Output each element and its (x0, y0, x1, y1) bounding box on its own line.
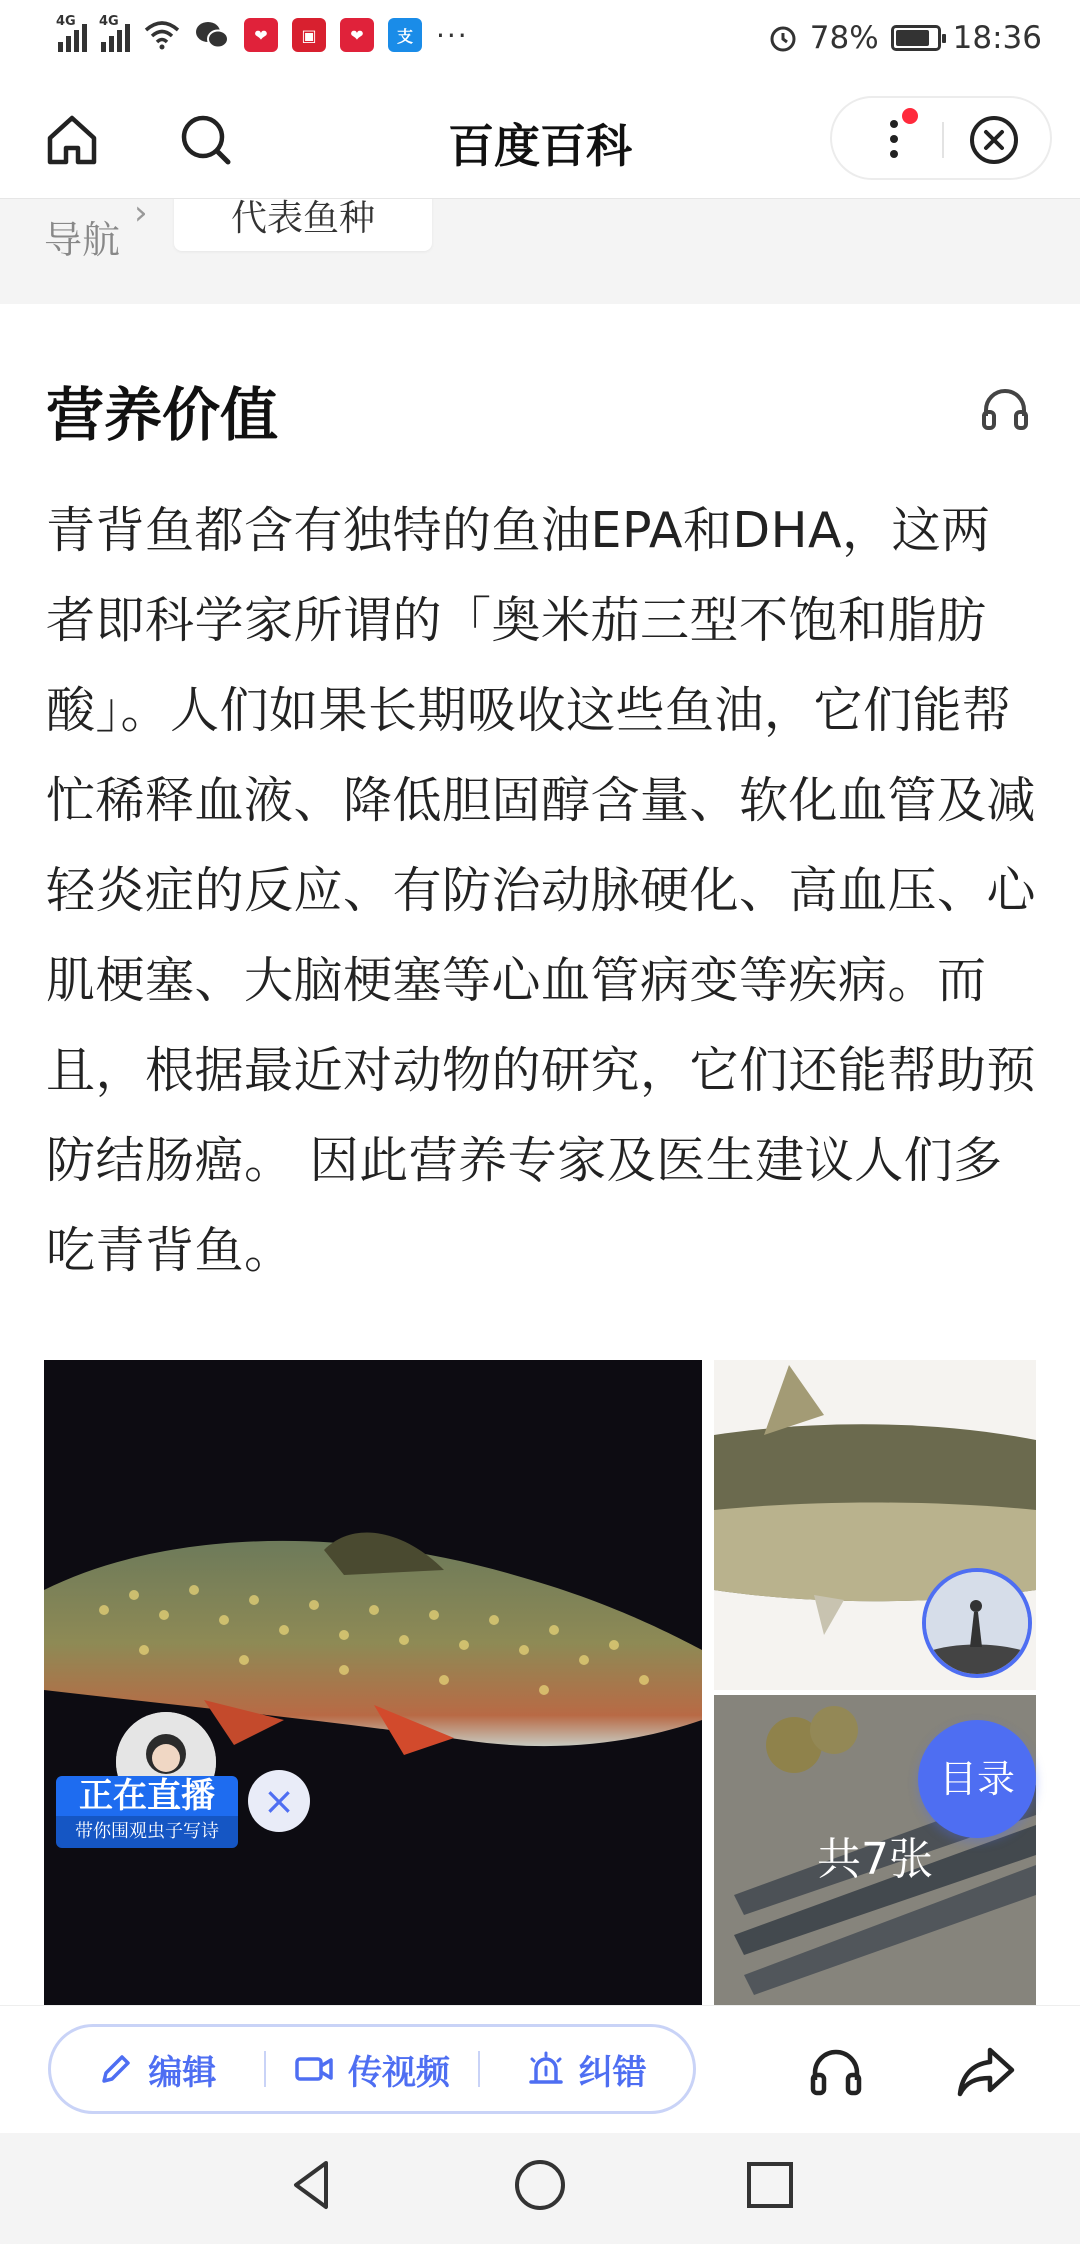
system-navigation-bar (0, 2133, 1080, 2244)
mini-program-capsule (830, 96, 1052, 180)
top-navbar (0, 80, 1080, 199)
image-count-label: 共7张 (817, 1834, 933, 1885)
app-badge-icon: ❤ (244, 18, 278, 52)
live-tag: 正在直播 (56, 1776, 238, 1816)
battery-icon (891, 25, 941, 51)
trout-illustration (44, 1360, 702, 2005)
upload-video-label: 传视频 (348, 2052, 450, 2093)
bottom-toolbar (0, 2005, 1080, 2134)
catalog-strip (0, 199, 1080, 304)
status-bar (0, 0, 1080, 80)
close-icon[interactable]: × (248, 1770, 310, 1832)
report-error-label: 纠错 (578, 2052, 647, 2093)
edit-label: 编辑 (148, 2052, 217, 2093)
share-icon[interactable] (956, 2044, 1016, 2100)
home-circle-icon[interactable] (510, 2155, 570, 2215)
app-badge-icon: ▣ (292, 18, 326, 52)
live-stream-badge[interactable] (56, 1712, 238, 1842)
pencil-icon (98, 2051, 134, 2087)
alarm-icon (768, 23, 798, 53)
headphones-icon[interactable] (808, 2044, 864, 2100)
wifi-icon (144, 20, 180, 50)
clock: 18:36 (952, 20, 1042, 56)
close-circle-icon[interactable] (966, 112, 1022, 168)
scholar-avatar[interactable] (922, 1568, 1032, 1678)
recent-apps-icon[interactable] (740, 2155, 800, 2215)
notification-dot (902, 108, 918, 124)
gallery-image-main[interactable] (44, 1360, 702, 2005)
section-paragraph: 青背鱼都含有独特的鱼油EPA和DHA，这两者即科学家所谓的「奥米茄三型不饱和脂肪酸」。人们如果长期吸收这些鱼油，它们能帮忙稀释血液、降低胆固醇含量、软化血管及减轻炎症的反应、有防治动脉硬化、高血压、心肌梗塞、大脑梗塞等心血管病变等疾病。而且，根据最近对动物的研究，它们还能帮助预防结肠癌。 因此营养专家及医生建议人们多吃青背鱼。 (46, 502, 1037, 1279)
action-pill (48, 2024, 696, 2114)
image-gallery (44, 1360, 1036, 2005)
section-title: 营养价值 (46, 381, 279, 449)
upload-video-button[interactable] (266, 2045, 479, 2094)
cellular-signal-icon-2: 4G (101, 18, 130, 52)
table-of-contents-button[interactable]: 目录 (918, 1720, 1036, 1838)
app-badge-icon: ❤ (340, 18, 374, 52)
more-notifications-icon: ··· (436, 18, 469, 52)
catalog-label[interactable]: 导航 (44, 218, 121, 262)
edit-button[interactable] (51, 2045, 264, 2094)
catalog-chip[interactable]: 代表鱼种 (174, 199, 432, 251)
back-icon[interactable] (282, 2155, 342, 2215)
report-error-button[interactable] (480, 2045, 693, 2094)
alipay-icon: 支 (388, 18, 422, 52)
headphones-icon[interactable] (980, 384, 1030, 434)
video-camera-icon (294, 2053, 334, 2085)
siren-icon (527, 2051, 565, 2087)
live-subtitle: 带你围观虫子写诗 (56, 1816, 238, 1848)
wechat-icon (194, 19, 230, 51)
chevron-right-icon: › (134, 199, 148, 233)
page-title: 百度百科 (448, 119, 632, 173)
battery-percent: 78% (809, 20, 879, 56)
cellular-signal-icon: 4G (58, 18, 87, 52)
